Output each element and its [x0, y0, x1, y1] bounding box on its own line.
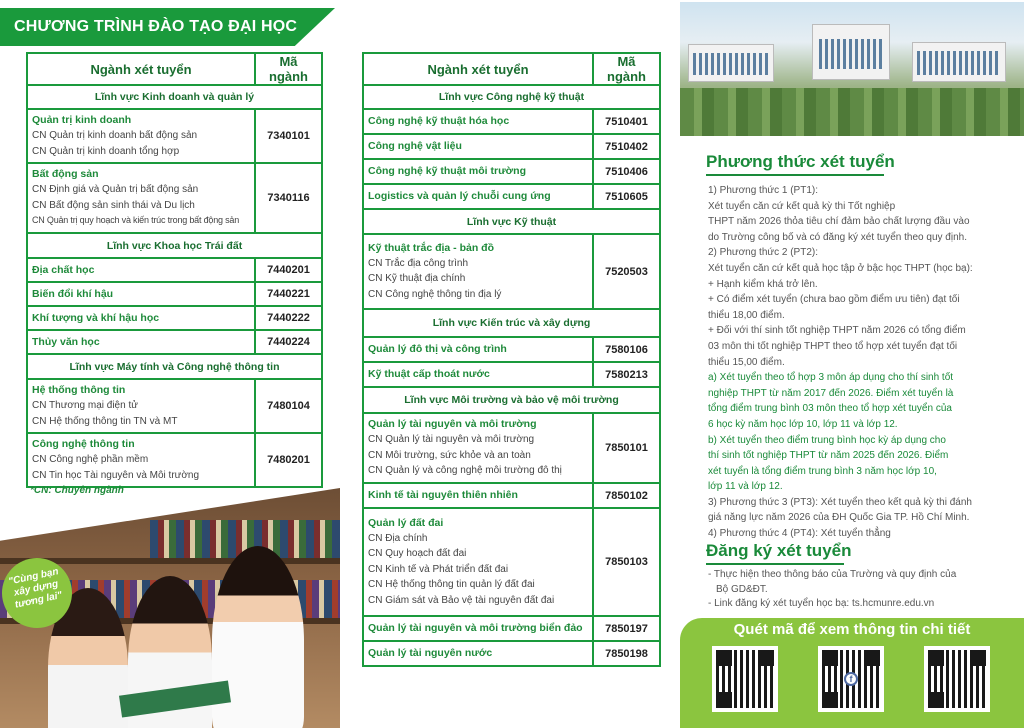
program-code: 7340101: [255, 109, 322, 163]
method-line: b) Xét tuyển theo điểm trung bình học kỳ áp dụng cho: [708, 434, 946, 446]
program-name: Biến đổi khí hậu: [27, 282, 255, 306]
qr-code-website[interactable]: [712, 646, 778, 712]
program-code: 7510406: [593, 159, 660, 184]
program-code: 7580106: [593, 337, 660, 362]
method-line: 03 môn thi tốt nghiệp THPT theo tổ hợp xét tuyển đạt tối: [708, 340, 958, 352]
section-title: Lĩnh vực Kiến trúc và xây dựng: [363, 309, 660, 337]
page-title: CHƯƠNG TRÌNH ĐÀO TẠO ĐẠI HỌC: [14, 18, 298, 35]
methods-text: [708, 183, 1008, 542]
section-title: Lĩnh vực Khoa học Trái đất: [27, 233, 322, 258]
methods-heading: Phương thức xét tuyển: [706, 152, 895, 171]
specialization: CN Kỹ thuật địa chính: [368, 273, 466, 285]
program-name: Khí tượng và khí hậu học: [27, 306, 255, 330]
program-code: 7440224: [255, 330, 322, 354]
registration-line: Bộ GD&ĐT.: [716, 583, 768, 595]
specialization: CN Địa chính: [368, 532, 428, 544]
specialization: CN Quản trị kinh doanh bất động sản: [32, 130, 198, 141]
method-line: tổng điểm trung bình 03 môn theo tổ hợp xét tuyển của: [708, 403, 952, 415]
specialization: CN Tin học Tài nguyên và Môi trường: [32, 469, 200, 481]
method-line: giá năng lực năm 2026 của ĐH Quốc Gia TP. Hồ Chí Minh.: [708, 512, 970, 524]
program-code: 7440222: [255, 306, 322, 330]
program-cell: [27, 163, 255, 233]
specialization: CN Quản lý tài nguyên và môi trường: [368, 434, 535, 446]
program-name: Công nghệ vật liệu: [363, 134, 593, 159]
program-name: Kỹ thuật trắc địa - bản đồ: [368, 241, 495, 254]
program-code: 7510401: [593, 109, 660, 134]
section-title: Lĩnh vực Công nghệ kỹ thuật: [363, 85, 660, 109]
program-cell: [363, 234, 593, 309]
header-code: Mã ngành: [255, 53, 322, 85]
program-name: Quản lý đất đai: [368, 516, 444, 529]
program-name: Công nghệ thông tin: [32, 438, 135, 450]
specialization: CN Kinh tế và Phát triển đất đai: [368, 563, 509, 575]
specialization: CN Giám sát và Bảo vệ tài nguyên đất đai: [368, 594, 555, 606]
specialization: CN Công nghệ thông tin địa lý: [368, 288, 502, 300]
section-title: Lĩnh vực Máy tính và Công nghệ thông tin: [27, 354, 322, 379]
program-code: 7440201: [255, 258, 322, 282]
section-title: Lĩnh vực Kỹ thuật: [363, 209, 660, 234]
heading-underline: [706, 563, 844, 565]
specialization: CN Quy hoạch đất đai: [368, 548, 467, 560]
method-line: thí sinh tốt nghiệp THPT từ năm 2025 đến 2026. Điểm: [708, 450, 949, 462]
program-cell: [363, 508, 593, 616]
program-code: 7510402: [593, 134, 660, 159]
specialization: CN Hệ thống thông tin quản lý đất đai: [368, 579, 535, 591]
specialization: CN Hệ thống thông tin TN và MT: [32, 415, 178, 427]
program-code: 7850198: [593, 641, 660, 666]
method-line: 3) Phương thức 3 (PT3): Xét tuyển theo kết quả kỳ thi đánh: [708, 496, 972, 508]
program-table-right: [362, 52, 661, 667]
program-code: 7580213: [593, 362, 660, 387]
program-name: Công nghệ kỹ thuật hóa học: [363, 109, 593, 134]
program-code: 7850102: [593, 483, 660, 508]
method-line: nghiệp THPT từ năm 2017 đến 2026. Điểm xét tuyển là: [708, 387, 954, 399]
program-code: 7850103: [593, 508, 660, 616]
program-code: 7480201: [255, 433, 322, 487]
method-line: thiểu 15,00 điểm.: [708, 356, 785, 368]
program-code: 7440221: [255, 282, 322, 306]
registration-text: [708, 568, 1008, 612]
specialization: CN Thương mại điện tử: [32, 400, 138, 411]
method-line: 6 học kỳ năm học lớp 10, lớp 11 và lớp 12.: [708, 418, 898, 430]
method-line: + Đối với thí sinh tốt nghiệp THPT năm 2026 có tổng điểm: [708, 325, 966, 337]
registration-line: - Link đăng ký xét tuyển học bạ: ts.hcmunre.edu.vn: [708, 598, 935, 609]
header-code: Mã ngành: [593, 53, 660, 85]
program-code: 7480104: [255, 379, 322, 433]
specialization: CN Trắc địa công trình: [368, 257, 469, 269]
specialization: CN Bất động sản sinh thái và Du lịch: [32, 199, 195, 211]
method-line: Xét tuyển căn cứ kết quả kỳ thi Tốt nghiệp: [708, 200, 896, 212]
header-name: Ngành xét tuyển: [27, 53, 255, 85]
program-table-left: [26, 52, 323, 488]
program-cell: [27, 379, 255, 433]
heading-underline: [706, 174, 884, 176]
program-name: Quản lý đô thị và công trình: [363, 337, 593, 362]
method-line: + Hạnh kiểm khá trở lên.: [708, 278, 818, 290]
program-name: Logistics và quản lý chuỗi cung ứng: [363, 184, 593, 209]
section-title: Lĩnh vực Kinh doanh và quản lý: [27, 85, 322, 109]
program-name: Thủy văn học: [27, 330, 255, 354]
specialization-note: *CN: Chuyên ngành: [30, 485, 124, 496]
program-code: 7510605: [593, 184, 660, 209]
specialization: CN Quản trị quy hoạch và kiến trúc trong bất động sản: [32, 215, 240, 226]
program-name: Công nghệ kỹ thuật môi trường: [363, 159, 593, 184]
program-cell: [27, 109, 255, 163]
method-line: Xét tuyển căn cứ kết quả học tập ở bậc học THPT (học bạ):: [708, 262, 973, 274]
method-line: xét tuyển là tổng điểm trung bình 3 năm học lớp 10,: [708, 465, 937, 477]
specialization: CN Quản lý và công nghệ môi trường đô thị: [368, 465, 562, 477]
program-name: Quản lý tài nguyên và môi trường biển đảo: [363, 616, 593, 641]
program-name: Hệ thống thông tin: [32, 384, 126, 396]
slogan-badge: "Cùng bạn xây dựng tương lai": [0, 551, 79, 634]
method-line: 4) Phương thức 4 (PT4): Xét tuyển thẳng: [708, 528, 891, 540]
program-cell: [27, 433, 255, 487]
program-name: Quản trị kinh doanh: [32, 114, 132, 126]
qr-section: [680, 618, 1024, 728]
specialization: CN Quản trị kinh doanh tổng hợp: [32, 145, 180, 157]
program-name: Quản lý tài nguyên nước: [363, 641, 593, 666]
program-name: Kỹ thuật cấp thoát nước: [363, 362, 593, 387]
program-name: Bất động sản: [32, 168, 99, 181]
specialization: CN Môi trường, sức khỏe và an toàn: [368, 449, 531, 461]
method-line: + Có điểm xét tuyển (chưa bao gồm điểm ưu tiên) đạt tối: [708, 294, 960, 306]
registration-heading: Đăng ký xét tuyển: [706, 541, 852, 560]
qr-title: Quét mã để xem thông tin chi tiết: [733, 621, 971, 638]
specialization: CN Định giá và Quản trị bất động sản: [32, 184, 199, 196]
method-line: thiểu 18,00 điểm.: [708, 309, 785, 321]
section-title: Lĩnh vực Môi trường và bảo vệ môi trường: [363, 387, 660, 413]
program-name: Quản lý tài nguyên và môi trường: [368, 418, 537, 431]
qr-code-facebook[interactable]: [818, 646, 884, 712]
method-line: do Trường công bố và có đăng ký xét tuyển theo quy định.: [708, 231, 967, 243]
method-line: a) Xét tuyển theo tổ hợp 3 môn áp dụng cho thí sinh tốt: [708, 372, 954, 384]
method-line: 2) Phương thức 2 (PT2):: [708, 247, 818, 259]
method-line: 1) Phương thức 1 (PT1):: [708, 185, 818, 196]
program-name: Địa chất học: [27, 258, 255, 282]
registration-line: - Thực hiện theo thông báo của Trường và quy định của: [708, 569, 957, 580]
campus-photo: [680, 2, 1024, 136]
qr-code-zalo[interactable]: [924, 646, 990, 712]
program-code: 7850197: [593, 616, 660, 641]
program-name: Kinh tế tài nguyên thiên nhiên: [363, 483, 593, 508]
program-code: 7850101: [593, 413, 660, 483]
specialization: CN Công nghệ phần mềm: [32, 454, 149, 465]
program-cell: [363, 413, 593, 483]
header-name: Ngành xét tuyển: [363, 53, 593, 85]
method-line: THPT năm 2026 thỏa tiêu chí đảm bảo chất lượng đầu vào: [708, 216, 970, 228]
program-code: 7520503: [593, 234, 660, 309]
program-code: 7340116: [255, 163, 322, 233]
facebook-icon: f: [844, 672, 858, 686]
method-line: lớp 11 và lớp 12.: [708, 481, 783, 493]
